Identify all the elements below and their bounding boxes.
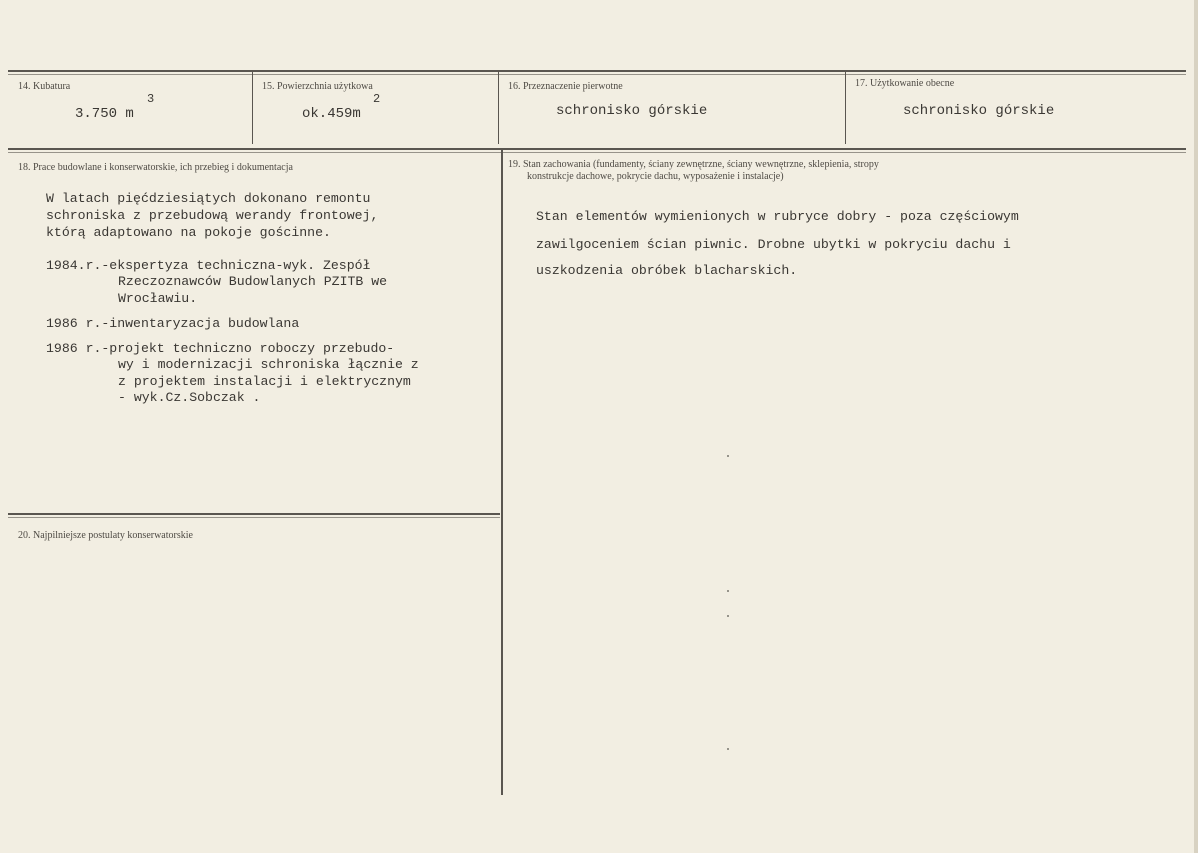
field-17-value: schronisko górskie <box>903 103 1055 119</box>
divider-16-17 <box>845 72 846 144</box>
divider-14-15 <box>252 72 253 144</box>
ink-dot <box>727 590 729 592</box>
field-18-entry-line: Wrocławiu. <box>118 291 198 306</box>
field-18-entry-line: 1986 r.-inwentaryzacja budowlana <box>46 316 300 331</box>
field-15-value: ok.459m <box>302 106 361 122</box>
rule-18-20 <box>8 513 500 515</box>
field-14-label: 14. Kubatura <box>18 81 71 92</box>
field-19-text-line: zawilgoceniem ścian piwnic. Drobne ubytki w pokryciu dachu i <box>536 237 1011 252</box>
divider-15-16 <box>498 72 499 144</box>
field-15-sup: 2 <box>373 92 381 106</box>
field-16-label: 16. Przeznaczenie pierwotne <box>508 81 623 92</box>
field-14-sup: 3 <box>147 92 155 106</box>
field-18-intro-line: W latach pięćdziesiątych dokonano remontu <box>46 191 371 206</box>
field-18-entry-line: 1984.r.-ekspertyza techniczna-wyk. Zespół <box>46 258 371 273</box>
rule-18-20-thin <box>8 517 500 518</box>
row1-bottom-rule <box>8 148 1186 150</box>
top-rule-thin <box>8 74 1186 75</box>
field-19-label-line1: 19. Stan zachowania (fundamenty, ściany zewnętrzne, ściany wewnętrzne, sklepienia, stropy <box>508 159 879 170</box>
field-18-entry-line: Rzeczoznawców Budowlanych PZITB we <box>118 274 388 289</box>
field-20-label: 20. Najpilniejsze postulaty konserwatorskie <box>18 530 193 541</box>
field-17-label: 17. Użytkowanie obecne <box>855 78 955 89</box>
field-18-entry-line: wy i modernizacji schroniska łącznie z <box>118 357 419 372</box>
field-18-entry-line: - wyk.Cz.Sobczak . <box>118 390 261 405</box>
field-18-entry-line: z projektem instalacji i elektrycznym <box>118 374 411 389</box>
divider-main <box>501 150 503 795</box>
ink-dot <box>727 455 729 457</box>
ink-dot <box>727 615 729 617</box>
field-18-label: 18. Prace budowlane i konserwatorskie, ich przebieg i dokumentacja <box>18 162 293 173</box>
field-19-text-line: Stan elementów wymienionych w rubryce dobry - poza częściowym <box>536 209 1019 224</box>
row1-bottom-rule-thin <box>8 152 1186 153</box>
field-15-label: 15. Powierzchnia użytkowa <box>262 81 373 92</box>
field-16-value: schronisko górskie <box>556 103 708 119</box>
field-19-label-line2: konstrukcje dachowe, pokrycie dachu, wyposażenie i instalacje) <box>527 171 784 182</box>
top-rule <box>8 70 1186 72</box>
field-18-entry-line: 1986 r.-projekt techniczno roboczy przebudo- <box>46 341 395 356</box>
field-18-intro-line: którą adaptowano na pokoje gościnne. <box>46 225 331 240</box>
field-14-value: 3.750 m <box>75 106 134 122</box>
field-18-intro-line: schroniska z przebudową werandy frontowej, <box>46 208 379 223</box>
field-19-text-line: uszkodzenia obróbek blacharskich. <box>536 263 798 278</box>
ink-dot <box>727 748 729 750</box>
